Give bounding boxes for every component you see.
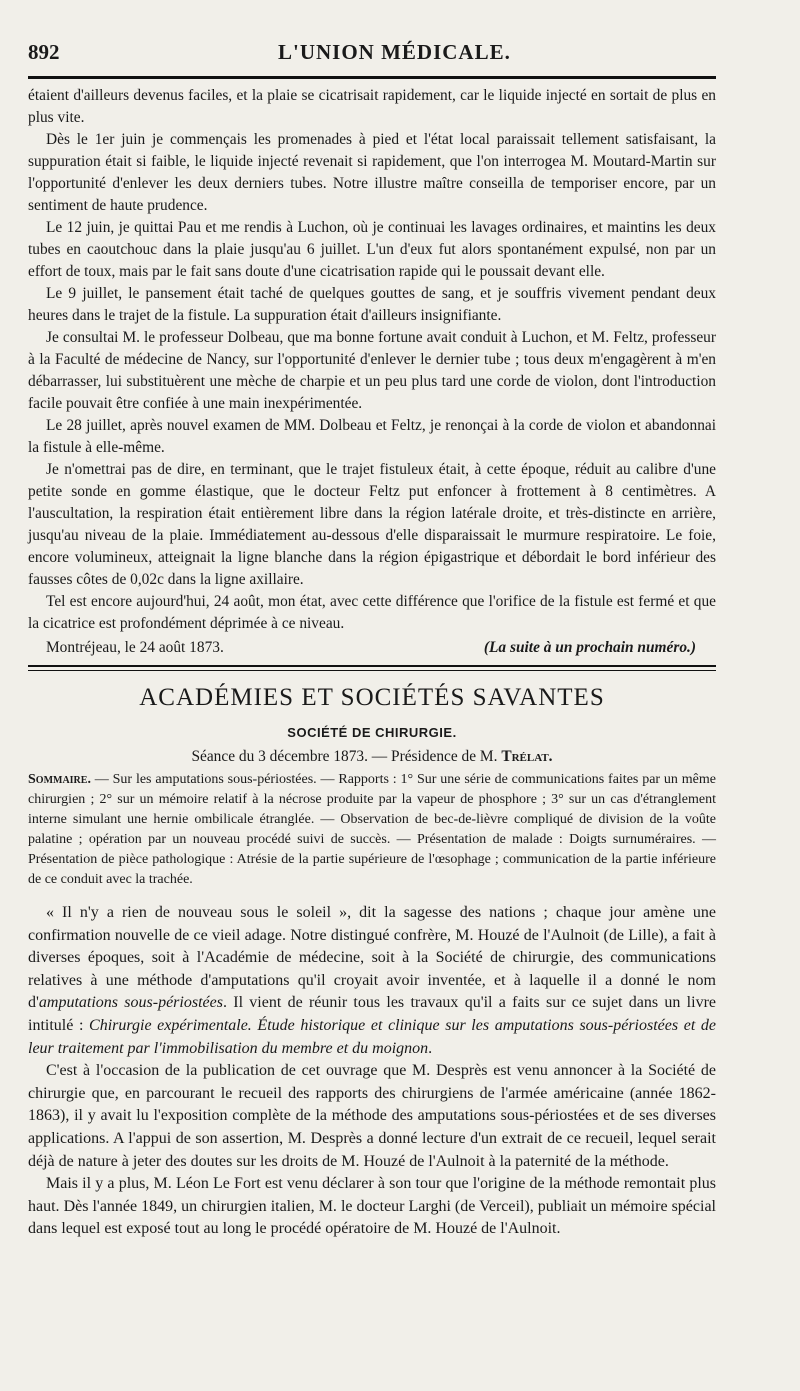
summary-text: — Sur les amputations sous-périostées. — Rapports : 1° Sur une série de communications faites par un même chirurgien ; 2° sur un mémoire relatif à la nécrose produite par la vapeur de phosphore ; 3° sur un cas d'étranglement interne simulant une hernie ombilicale étranglée. — Observation de bec-de-lièvre compliqué de division de la voûte palatine ; opération par un nouveau procédé suivi de succès. — Présentation de malade : Doigts surnuméraires. — Présentation de pièce pathologique : Atrésie de la partie supérieure de l'œsophage ; communication de la partie inférieure de ce conduit avec la trachée.	[28, 772, 716, 887]
running-title: L'UNION MÉDICALE.	[278, 40, 511, 64]
paragraph: Le 12 juin, je quittai Pau et me rendis à Luchon, où je continuai les lavages ordinaires, et maintins les deux tubes en caoutchouc dans la plaie jusqu'au 6 juillet. L'un d'eux fut alors spontanément expulsé, non par un effort de toux, mais par le fait sans doute d'une cicatrisation rapide qui le poussait devant elle.	[28, 219, 716, 280]
text-run: . Il vient de réunir tous les travaux qu'il a faits sur ce sujet dans un livre intitulé :	[28, 994, 716, 1034]
summary	[28, 770, 716, 890]
paragraph: Le 28 juillet, après nouvel examen de MM. Dolbeau et Feltz, je renonçai à la corde de violon et abandonnai la fistule à elle-même.	[28, 417, 716, 456]
society-heading: SOCIÉTÉ DE CHIRURGIE.	[287, 725, 457, 740]
running-header	[28, 40, 716, 68]
term-italic: amputations sous-périostées	[38, 994, 223, 1012]
book-title: Chirurgie expérimentale. Étude historique et clinique sur les amputations sous-périostées et de leur traitement par l'immobilisation du membre et du moignon	[28, 1016, 716, 1057]
text-run: .	[428, 1039, 433, 1057]
seance-text: Séance du 3 décembre 1873. — Présidence de M.	[191, 748, 498, 765]
seance-line	[28, 746, 716, 768]
article-body	[28, 902, 716, 1241]
summary-label: Sommaire.	[28, 772, 91, 787]
place-date: Montréjeau, le 24 août 1873.	[46, 639, 224, 656]
paragraph: Dès le 1er juin je commençais les promenades à pied et l'état local paraissait tellement satisfaisant, la suppuration était si faible, le liquide injecté revenait si rapidement, que l'on interrogea M. Moutard-Martin sur l'opportunité d'enlever les deux derniers tubes. Notre illustre maître conseilla de temporiser encore, par un sentiment de haute prudence.	[28, 131, 716, 214]
page-number: 892	[28, 40, 60, 64]
paragraph: Le 9 juillet, le pansement était taché de quelques gouttes de sang, et je souffris vivement pendant deux heures dans le trajet de la fistule. La suppuration était d'ailleurs insignifiante.	[28, 285, 716, 324]
paragraph: étaient d'ailleurs devenus faciles, et la plaie se cicatrisait rapidement, car le liquide injecté en sortait de plus en plus vite.	[28, 87, 716, 126]
section-title: ACADÉMIES ET SOCIÉTÉS SAVANTES	[139, 684, 605, 711]
paragraph: Mais il y a plus, M. Léon Le Fort est venu déclarer à son tour que l'origine de la méthode remontait plus haut. Dès l'année 1849, un chirurgien italien, M. le docteur Larghi (de Verceil), publiait un mémoire spécial dans lequel est exposé tout au long le procédé opératoire de M. Houzé de l'Aulnoit.	[28, 1175, 716, 1238]
continued-note: (La suite à un prochain numéro.)	[483, 639, 696, 656]
signoff	[28, 637, 716, 659]
text-run: « Il n'y a rien de nouveau sous le soleil », dit la sagesse des nations ; chaque jour amène une confirmation nouvelle de ce vieil adage. Notre distingué confrère, M. Houzé de l'Aulnoit (de Lille), a fait à diverses époques, soit à l'Académie de médecine, soit à la Société de chirurgie, des communications relatives à une méthode d'amputations qu'il croyait avoir inventée, et à laquelle il a donné le nom d'	[28, 904, 716, 1012]
paragraph: C'est à l'occasion de la publication de cet ouvrage que M. Desprès est venu annoncer à la Société de chirurgie que, en parcourant le recueil des rapports des chirurgiens de l'armée américaine (année 1862-1863), il y avait lu l'exposition complète de la méthode des amputations sous-périostées et de ses diverses applications. A l'appui de son assertion, M. Desprès a donné lecture d'un extrait de ce recueil, lequel serait déjà de nature à jeter des doutes sur les droits de M. Houzé de l'Aulnoit à la paternité de la méthode.	[28, 1062, 716, 1170]
paragraph: Je consultai M. le professeur Dolbeau, que ma bonne fortune avait conduit à Luchon, et M. Feltz, professeur à la Faculté de médecine de Nancy, sur l'opportunité d'enlever le dernier tube ; tous deux m'engagèrent à m'en débarrasser, lui substituèrent une mèche de charpie et un peu plus tard une corde de violon, dont l'introduction facile pouvait être confiée à une main inexpérimentée.	[28, 329, 716, 412]
president-name: Trélat.	[501, 748, 553, 765]
header-rule	[28, 76, 716, 79]
section-rule	[28, 665, 716, 671]
paragraph: Tel est encore aujourd'hui, 24 août, mon état, avec cette différence que l'orifice de la fistule est fermé et que la cicatrice est profondément déprimée à ce niveau.	[28, 593, 716, 632]
paragraph	[28, 902, 716, 1060]
paragraph: Je n'omettrai pas de dire, en terminant, que le trajet fistuleux était, à cette époque, réduit au calibre d'une petite sonde en gomme élastique, que le docteur Feltz put enfoncer à frottement à 8 centimètres. A l'auscultation, la respiration était entièrement libre dans la région latérale droite, et très-distincte en arrière, jusqu'au niveau de la plaie. Immédiatement au-dessous d'elle disparaissait le murmure respiratoire. Le foie, encore volumineux, atteignait la ligne blanche dans la région épigastrique et débordait le bord inférieur des fausses côtes de 0,02c dans la ligne axillaire.	[28, 461, 716, 588]
